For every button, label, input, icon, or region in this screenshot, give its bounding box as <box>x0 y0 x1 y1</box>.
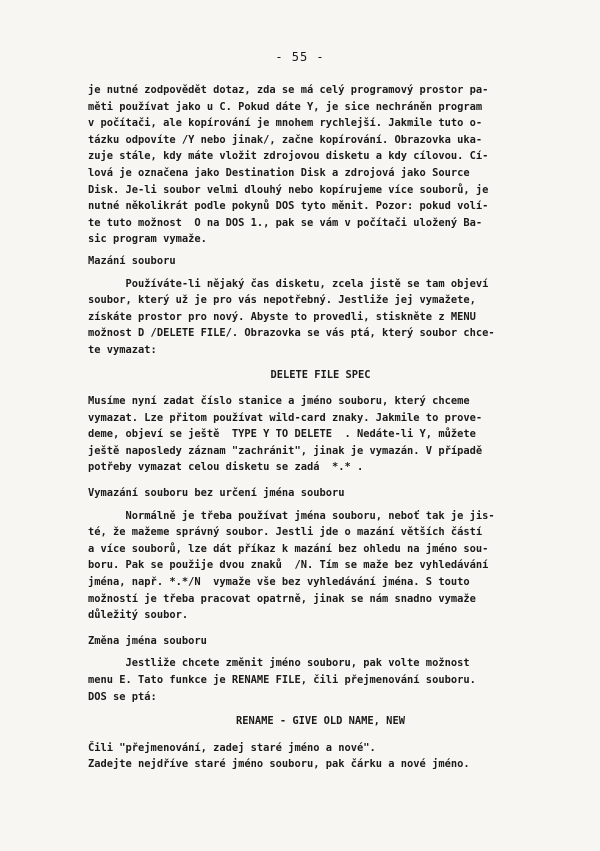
text-line: zuje stále, kdy máte vložit zdrojovou disketu a kdy cílovou. Cí- <box>88 150 489 163</box>
text-line: tázku odpovíte /Y nebo jinak/, začne kopírování. Obrazovka uka- <box>88 133 483 146</box>
screen-prompt-delete-file-spec: DELETE FILE SPEC <box>270 368 371 381</box>
text-line: nutné několikrát podle pokynů DOS tyto měnit. Pozor: pokud volí- <box>88 200 489 213</box>
text-line: lová je označena jako Destination Disk a zdrojová jako Source <box>88 166 470 179</box>
text-line: Používáte-li nějaký čas disketu, zcela jistě se tam objeví <box>88 277 489 290</box>
text-line: Jestliže chcete změnit jméno souboru, pak volte možnost <box>88 657 470 670</box>
paragraph-delete-intro <box>88 276 553 359</box>
text-line: vymazat. Lze přitom používat wild-card znaky. Jakmile to prove- <box>88 411 483 424</box>
text-line: DOS se ptá: <box>88 690 157 703</box>
paragraph-rename <box>88 655 553 705</box>
section-heading-mazani: Mazání souboru <box>88 254 176 267</box>
text-line: potřeby vymazat celou disketu se zadá *.* . <box>88 461 364 474</box>
section-heading-vymazani-bez-jmena: Vymazání souboru bez určení jména souboru <box>88 487 345 500</box>
paragraph-delete-procedure <box>88 393 553 476</box>
text-line: boru. Pak se použije dvou znaků /N. Tím se maže bez vyhledávání <box>88 559 489 572</box>
text-line: důležitý soubor. <box>88 609 189 622</box>
text-line: získáte prostor pro nový. Abyste to provedli, stiskněte z MENU <box>88 310 476 323</box>
text-line: soubor, který už je pro vás nepotřebný. Jestliže jej vymažete, <box>88 294 476 307</box>
text-line: měti používat jako u C. Pokud dáte Y, je sice nechráněn program <box>88 100 483 113</box>
text-line: te vymazat: <box>88 343 157 356</box>
text-line: sic program vymaže. <box>88 233 207 246</box>
text-line: je nutné zodpovědět dotaz, zda se má celý programový prostor pa- <box>88 84 489 96</box>
paragraph-copy-prompt <box>88 82 553 248</box>
section-heading-zmena-jmena: Změna jména souboru <box>88 634 207 647</box>
text-line: a více souborů, lze dát příkaz k mazání bez ohledu na jméno sou- <box>88 542 489 555</box>
paragraph-delete-without-name <box>88 508 553 624</box>
text-line: Čili "přejmenování, zadej staré jméno a nové". <box>88 741 376 754</box>
text-line: v počítači, ale kopírování je mnohem rychlejší. Jakmile tuto o- <box>88 117 483 130</box>
text-line: možností je třeba pracovat opatrně, jinak se nám snadno vymaže <box>88 592 476 605</box>
text-line: té, že mažeme správný soubor. Jestli jde o mazání větších částí <box>88 526 483 539</box>
text-line: Disk. Je-li soubor velmi dlouhý nebo kopírujeme více souborů, je <box>88 183 489 196</box>
screen-prompt-rename: RENAME - GIVE OLD NAME, NEW <box>236 715 405 728</box>
text-line: te tuto možnost O na DOS 1., pak se vám v počítači uložený Ba- <box>88 216 483 229</box>
page-body <box>88 82 553 773</box>
text-line: Zadejte nejdříve staré jméno souboru, pak čárku a nové jméno. <box>88 758 470 771</box>
text-line: Musíme nyní zadat číslo stanice a jméno souboru, který chceme <box>88 395 470 408</box>
text-line: možnost D /DELETE FILE/. Obrazovka se vás ptá, který soubor chce- <box>88 327 495 340</box>
text-line: menu E. Tato funkce je RENAME FILE, čili přejmenování souboru. <box>88 674 476 686</box>
text-line: jména, např. *.*/N vymaže vše bez vyhledávání jména. S touto <box>88 576 470 589</box>
text-line: deme, objeví se ještě TYPE Y TO DELETE . Nedáte-li Y, můžete <box>88 428 476 441</box>
text-line: Normálně je třeba používat jména souboru, neboť tak je jis- <box>88 509 495 522</box>
paragraph-rename-instructions <box>88 740 553 773</box>
text-line: ještě naposledy záznam "zachránit", jinak je vymazán. V případě <box>88 444 483 457</box>
page-number: - 55 - <box>275 50 325 64</box>
